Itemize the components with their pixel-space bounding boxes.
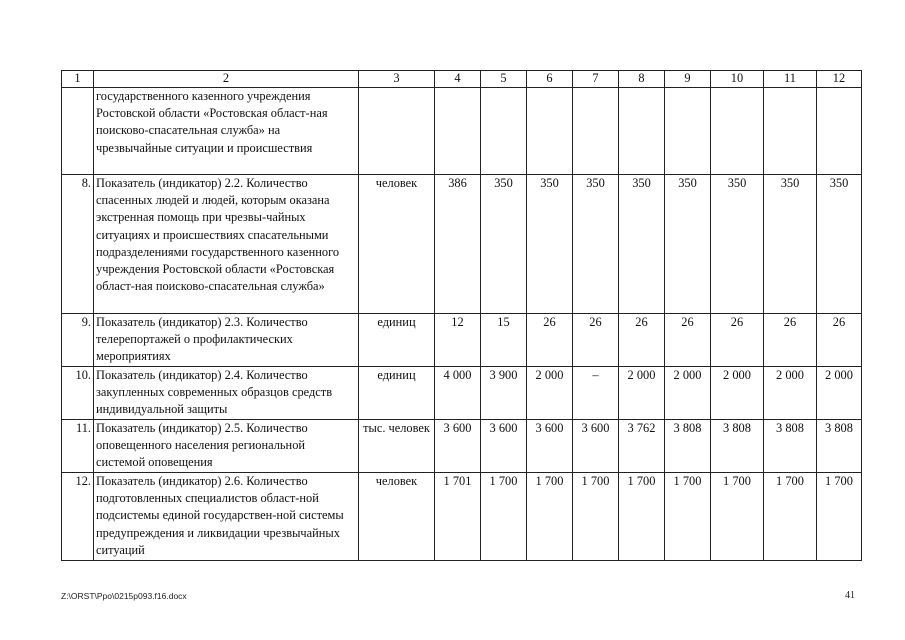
value-cell: 26 bbox=[665, 314, 711, 367]
value-cell: 26 bbox=[817, 314, 862, 367]
table-row bbox=[62, 314, 862, 367]
row-number-cell: 12. bbox=[62, 473, 94, 561]
value-cell: 350 bbox=[527, 175, 573, 314]
value-cell: 15 bbox=[481, 314, 527, 367]
value-cell: 350 bbox=[764, 175, 817, 314]
indicator-text-cell: Показатель (индикатор) 2.2. Количество спасенных людей и людей, которым оказана экстренная помощь при чрезвы-чайных ситуациях и происшествиях спасательными подразделениями государственного казенного учреждения Ростовской области «Ростовская област-ная поисково-спасательная служба» bbox=[94, 175, 359, 314]
value-cell: 3 900 bbox=[481, 367, 527, 420]
value-cell: 350 bbox=[711, 175, 764, 314]
value-cell: 1 700 bbox=[711, 473, 764, 561]
table-row bbox=[62, 175, 862, 314]
header-cell: 9 bbox=[665, 71, 711, 88]
row-number-cell: 11. bbox=[62, 420, 94, 473]
value-cell bbox=[527, 88, 573, 175]
value-cell: 3 808 bbox=[817, 420, 862, 473]
value-cell: 26 bbox=[764, 314, 817, 367]
value-cell: 2 000 bbox=[619, 367, 665, 420]
value-cell: 386 bbox=[435, 175, 481, 314]
header-cell: 2 bbox=[94, 71, 359, 88]
row-number-cell: 9. bbox=[62, 314, 94, 367]
value-cell: 350 bbox=[619, 175, 665, 314]
unit-cell: человек bbox=[359, 473, 435, 561]
unit-cell bbox=[359, 88, 435, 175]
value-cell: 1 700 bbox=[817, 473, 862, 561]
value-cell: 26 bbox=[711, 314, 764, 367]
value-cell: 26 bbox=[619, 314, 665, 367]
indicators-table bbox=[61, 70, 862, 561]
value-cell: – bbox=[573, 367, 619, 420]
value-cell bbox=[665, 88, 711, 175]
indicator-text-cell: государственного казенного учреждения Ростовской области «Ростовская област-ная поисково-спасательная служба» на чрезвычайные ситуации и происшествия bbox=[94, 88, 359, 175]
indicator-text-cell: Показатель (индикатор) 2.4. Количество закупленных современных образцов средств индивидуальной защиты bbox=[94, 367, 359, 420]
value-cell: 2 000 bbox=[665, 367, 711, 420]
unit-cell: единиц bbox=[359, 367, 435, 420]
row-number-cell bbox=[62, 88, 94, 175]
header-row bbox=[62, 71, 862, 88]
value-cell: 1 701 bbox=[435, 473, 481, 561]
value-cell: 2 000 bbox=[527, 367, 573, 420]
value-cell: 26 bbox=[573, 314, 619, 367]
value-cell: 2 000 bbox=[764, 367, 817, 420]
header-cell: 6 bbox=[527, 71, 573, 88]
value-cell: 3 808 bbox=[764, 420, 817, 473]
unit-cell: единиц bbox=[359, 314, 435, 367]
value-cell bbox=[764, 88, 817, 175]
table-row bbox=[62, 367, 862, 420]
value-cell: 3 762 bbox=[619, 420, 665, 473]
value-cell: 3 600 bbox=[481, 420, 527, 473]
table-row-continuation bbox=[62, 88, 862, 175]
value-cell: 1 700 bbox=[527, 473, 573, 561]
value-cell: 1 700 bbox=[665, 473, 711, 561]
value-cell: 3 600 bbox=[527, 420, 573, 473]
row-number-cell: 10. bbox=[62, 367, 94, 420]
header-cell: 3 bbox=[359, 71, 435, 88]
value-cell: 2 000 bbox=[817, 367, 862, 420]
value-cell: 350 bbox=[481, 175, 527, 314]
header-cell: 11 bbox=[764, 71, 817, 88]
header-cell: 1 bbox=[62, 71, 94, 88]
value-cell: 350 bbox=[817, 175, 862, 314]
indicator-text-cell: Показатель (индикатор) 2.6. Количество подготовленных специалистов област-ной подсистемы единой государствен-ной системы предупреждения и ликвидации чрезвычайных ситуаций bbox=[94, 473, 359, 561]
value-cell bbox=[817, 88, 862, 175]
value-cell: 26 bbox=[527, 314, 573, 367]
header-cell: 12 bbox=[817, 71, 862, 88]
value-cell: 4 000 bbox=[435, 367, 481, 420]
value-cell: 1 700 bbox=[573, 473, 619, 561]
indicator-text-cell: Показатель (индикатор) 2.5. Количество оповещенного населения региональной системой оповещения bbox=[94, 420, 359, 473]
value-cell: 1 700 bbox=[619, 473, 665, 561]
value-cell bbox=[573, 88, 619, 175]
header-cell: 8 bbox=[619, 71, 665, 88]
value-cell: 3 600 bbox=[435, 420, 481, 473]
header-cell: 7 bbox=[573, 71, 619, 88]
value-cell bbox=[619, 88, 665, 175]
header-cell: 4 bbox=[435, 71, 481, 88]
value-cell bbox=[711, 88, 764, 175]
value-cell: 3 808 bbox=[711, 420, 764, 473]
value-cell: 1 700 bbox=[481, 473, 527, 561]
value-cell bbox=[435, 88, 481, 175]
value-cell: 2 000 bbox=[711, 367, 764, 420]
table-row bbox=[62, 473, 862, 561]
value-cell: 12 bbox=[435, 314, 481, 367]
value-cell: 1 700 bbox=[764, 473, 817, 561]
header-cell: 5 bbox=[481, 71, 527, 88]
table-row bbox=[62, 420, 862, 473]
unit-cell: тыс. человек bbox=[359, 420, 435, 473]
value-cell: 3 808 bbox=[665, 420, 711, 473]
unit-cell: человек bbox=[359, 175, 435, 314]
page-number: 41 bbox=[845, 590, 855, 601]
value-cell: 350 bbox=[665, 175, 711, 314]
footer-file-path: Z:\ORST\Ppo\0215p093.f16.docx bbox=[61, 591, 187, 601]
row-number-cell: 8. bbox=[62, 175, 94, 314]
value-cell: 3 600 bbox=[573, 420, 619, 473]
header-cell: 10 bbox=[711, 71, 764, 88]
indicator-text-cell: Показатель (индикатор) 2.3. Количество телерепортажей о профилактических мероприятиях bbox=[94, 314, 359, 367]
value-cell: 350 bbox=[573, 175, 619, 314]
value-cell bbox=[481, 88, 527, 175]
